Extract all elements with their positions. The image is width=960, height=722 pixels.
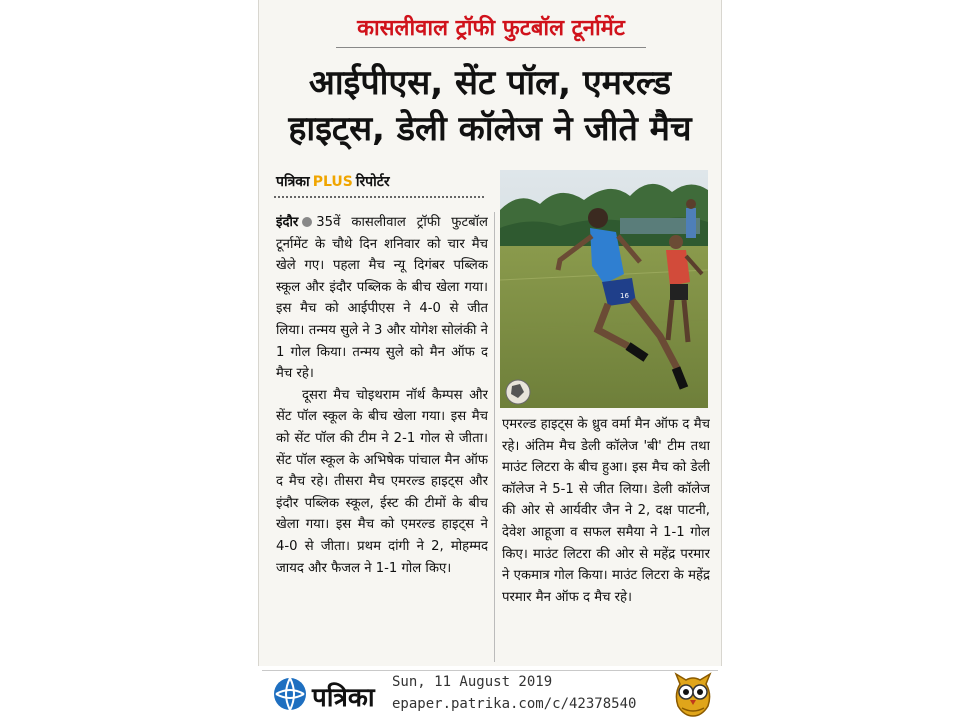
footer-brand: पत्रिका [312, 683, 375, 713]
article-kicker: कासलीवाल ट्रॉफी फुटबॉल टूर्नामेंट [357, 16, 625, 41]
byline-rule [274, 196, 484, 198]
byline-plus: PLUS [312, 174, 353, 190]
bullet-dot-icon [302, 217, 312, 227]
football-photo [500, 170, 708, 408]
footer-rule [262, 670, 718, 671]
column-divider [494, 212, 495, 662]
article-paragraph-1 [276, 212, 488, 385]
byline [276, 172, 486, 194]
article-headline: आईपीएस, सेंट पॉल, एमरल्ड हाइट्स, डेली कॉलेज ने जीते मैच [288, 63, 692, 149]
article-column-left [276, 212, 488, 666]
kicker-underline [336, 47, 646, 48]
footer-url[interactable]: epaper.patrika.com/c/42378540 [392, 696, 637, 712]
article-paragraph-3: एमरल्ड हाइट्स के ध्रुव वर्मा मैन ऑफ द मैच रहे। अंतिम मैच डेली कॉलेज 'बी' टीम तथा माउंट लिटरा के बीच हुआ। इस मैच को डेली कॉलेज ने 5-1 से जीत लिया। डेली कॉलेज की ओर से आर्यवीर जैन ने 2, दक्ष पाटनी, देवेश आहूजा व सफल समैया ने 1-1 गोल किए। माउंट लिटरा की ओर से महेंद्र परमार ने एकमात्र गोल किया। माउंट लिटरा के महेंद्र परमार मैन ऑफ द मैच रहे। [502, 417, 710, 605]
dateline: इंदौर [276, 215, 299, 230]
byline-role: रिपोर्टर [355, 174, 390, 190]
jersey-number: 16 [620, 292, 629, 300]
globe-icon [272, 676, 308, 712]
byline-brand: पत्रिका [276, 174, 310, 190]
footer-date: Sun, 11 August 2019 [392, 674, 553, 690]
owl-icon [674, 672, 712, 718]
paragraph-text: 35वें कासलीवाल ट्रॉफी फुटबॉल टूर्नामेंट के चौथे दिन शनिवार को चार मैच खेले गए। पहला मैच न्यू दिगंबर पब्लिक स्कूल और इंदौर पब्लिक के बीच खेला गया। इस मैच को आईपीएस ने 4-0 से जीत लिया। तन्मय सुले ने 3 और योगेश सोलंकी ने 1 गोल किया। तन्मय सुले को मैन ऑफ द मैच रहे। [276, 215, 488, 382]
article-paragraph-2: दूसरा मैच चोइथराम नॉर्थ कैम्पस और सेंट पॉल स्कूल के बीच खेला गया। इस मैच को सेंट पॉल की टीम ने 2-1 गोल से जीता। सेंट पॉल स्कूल के अभिषेक पांचाल मैन ऑफ द मैच रहे। तीसरा मैच एमरल्ड हाइट्स और इंदौर पब्लिक स्कूल, ईस्ट की टीमों के बीच खेला गया। इस मैच को एमरल्ड हाइट्स ने 4-0 से जीता। प्रथम दांगी ने 2, मोहम्मद जायद और फैजल ने 1-1 गोल किए। [276, 387, 488, 576]
article-column-right [502, 414, 710, 662]
